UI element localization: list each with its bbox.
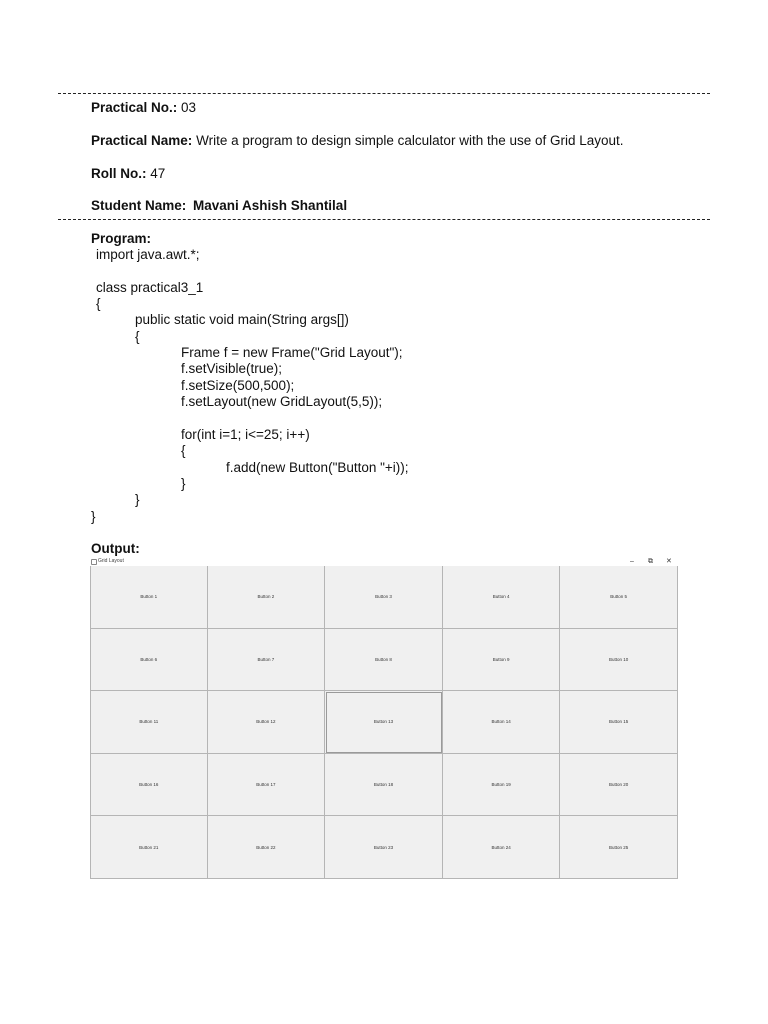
button-grid — [90, 566, 678, 879]
grid-button[interactable]: Button 9 — [443, 629, 561, 692]
code-line: f.setLayout(new GridLayout(5,5)); — [181, 394, 383, 409]
roll-no-line — [91, 166, 165, 181]
grid-button[interactable]: Button 14 — [443, 691, 561, 754]
roll-no-value: 47 — [150, 166, 166, 181]
grid-button[interactable]: Button 8 — [325, 629, 443, 692]
grid-button[interactable]: Button 4 — [443, 566, 561, 629]
code-line: public static void main(String args[]) — [135, 312, 349, 327]
code-line: f.setSize(500,500); — [181, 378, 295, 393]
roll-no-label: Roll No.: — [91, 166, 147, 181]
grid-button[interactable]: Button 24 — [443, 816, 561, 879]
grid-button[interactable]: Button 11 — [90, 691, 208, 754]
code-line: } — [135, 492, 140, 507]
grid-button[interactable]: Button 18 — [325, 754, 443, 817]
practical-name-value: Write a program to design simple calculator with the use of Grid Layout. — [196, 133, 624, 148]
code-line: { — [96, 296, 101, 311]
grid-button[interactable]: Button 1 — [90, 566, 208, 629]
grid-button[interactable]: Button 19 — [443, 754, 561, 817]
practical-no-label: Practical No.: — [91, 100, 178, 115]
code-line: { — [181, 443, 186, 458]
code-line: } — [91, 509, 96, 524]
grid-button-focused[interactable]: Button 13 — [325, 691, 443, 754]
java-app-icon — [91, 559, 97, 565]
window-titlebar[interactable] — [90, 557, 678, 566]
close-icon[interactable]: ✕ — [666, 558, 672, 565]
code-line: { — [135, 329, 140, 344]
grid-button[interactable]: Button 20 — [560, 754, 678, 817]
practical-name-line — [91, 133, 624, 148]
grid-button[interactable]: Button 21 — [90, 816, 208, 879]
grid-button[interactable]: Button 7 — [208, 629, 326, 692]
grid-button[interactable]: Button 5 — [560, 566, 678, 629]
code-line: for(int i=1; i<=25; i++) — [181, 427, 310, 442]
student-name-value: Mavani Ashish Shantilal — [193, 198, 348, 213]
grid-layout-window — [90, 557, 678, 879]
grid-button[interactable]: Button 22 — [208, 816, 326, 879]
practical-name-label: Practical Name: — [91, 133, 193, 148]
code-line: Frame f = new Frame("Grid Layout"); — [181, 345, 403, 360]
grid-button[interactable]: Button 2 — [208, 566, 326, 629]
code-line: } — [181, 476, 186, 491]
top-divider — [58, 93, 710, 94]
restore-icon[interactable]: ⧉ — [648, 558, 653, 565]
code-line: class practical3_1 — [96, 280, 204, 295]
program-heading: Program: — [91, 231, 152, 246]
grid-button[interactable]: Button 3 — [325, 566, 443, 629]
code-line: f.setVisible(true); — [181, 361, 283, 376]
student-name-line — [91, 198, 347, 213]
grid-button[interactable]: Button 25 — [560, 816, 678, 879]
grid-button[interactable]: Button 10 — [560, 629, 678, 692]
window-title: Grid Layout — [98, 558, 124, 564]
student-name-label: Student Name: — [91, 198, 187, 213]
practical-no-value: 03 — [181, 100, 197, 115]
grid-button[interactable]: Button 12 — [208, 691, 326, 754]
grid-button[interactable]: Button 17 — [208, 754, 326, 817]
code-line: f.add(new Button("Button "+i)); — [226, 460, 409, 475]
practical-no-line — [91, 100, 196, 115]
minimize-icon[interactable]: – — [630, 558, 634, 565]
grid-button[interactable]: Button 23 — [325, 816, 443, 879]
grid-button[interactable]: Button 15 — [560, 691, 678, 754]
grid-button[interactable]: Button 16 — [90, 754, 208, 817]
grid-button[interactable]: Button 6 — [90, 629, 208, 692]
output-heading: Output: — [91, 541, 140, 556]
header-divider — [58, 219, 710, 220]
code-line: import java.awt.*; — [96, 247, 200, 262]
